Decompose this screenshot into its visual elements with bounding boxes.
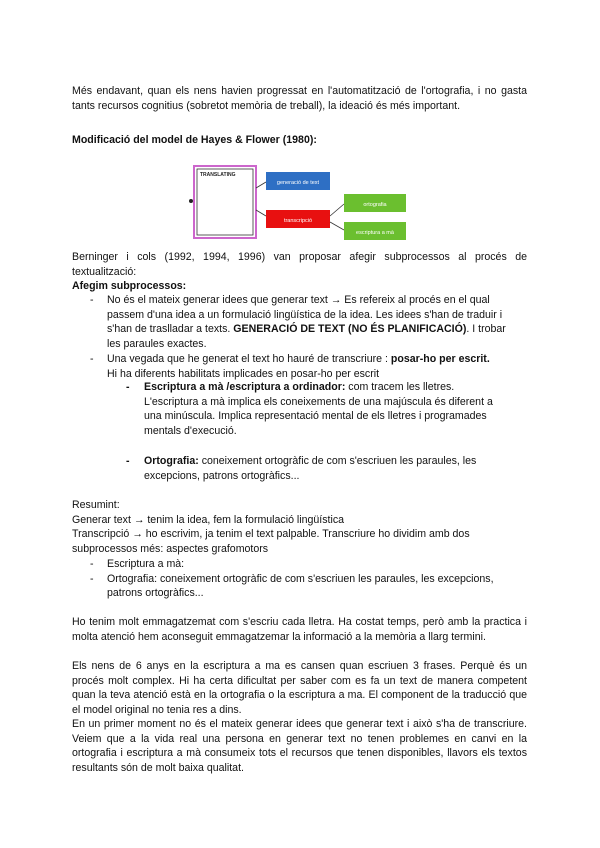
translating-label: TRANSLATING [200, 172, 236, 178]
sub1-title: Escriptura a mà /escriptura a ordinador: [144, 381, 346, 393]
bullet2-line2: Hi ha diferents habilitats implicades en posar-ho per escrit [107, 367, 380, 380]
model-heading: Modificació del model de Hayes & Flower (1980): [72, 134, 317, 146]
generacio-emphasis: GENERACIÓ DE TEXT (NO ÉS PLANIFICACIÓ) [233, 323, 467, 336]
sub1-line2: L'escriptura a mà implica els coneixements de una majúscula és diferent a [144, 395, 493, 408]
resumint-line3: subprocessos més: aspectes grafomotors [72, 542, 269, 555]
berninger-paragraph: Berninger i cols (1992, 1994, 1996) van proposar afegir subprocessos al procés de textualització: [72, 251, 527, 278]
bullet-dash: - [90, 558, 94, 570]
bullet1-line1: No és el mateix generar idees que generar text → Es refereix al procés en el qual [107, 294, 490, 306]
intro-paragraph: Més endavant, quan els nens havien progressat en l'automatització de l'ortografia, i no gasta tants recursos cognitius (sobretot memòria de treball), la ideació és més important. [72, 85, 527, 112]
bullet-dash: - [90, 572, 94, 585]
sub1-line3: una minúscula. Implica representació mental de els lletres i programades [144, 410, 487, 423]
paragraph-3: En un primer moment no és el mateix generar idees que generar text i això s'ha de transcriure. Veiem que a la vida real una persona en generar text no tenen problemes en canvi en la ortografia i escriptura a mà consumeix tots el recursos que tenen disponibles, llavors els textos resultants són de molt baixa qualitat. [72, 718, 527, 774]
bullet2-emphasis: posar-ho per escrit. [390, 353, 490, 365]
sub1-line1 [144, 380, 527, 395]
generacio-label: generació de text [276, 180, 320, 186]
arrow-to-generacio [256, 182, 266, 188]
paragraph-1: Ho tenim molt emmagatzemat com s'escriu cada lletra. Ha costat temps, però amb la practica i molta atenció hem aconseguit emmagatzemar la informació a la memòria a llarg termini. [72, 616, 527, 643]
resumint-item2b: patrons ortogràfics... [107, 587, 204, 600]
resumint-line1: Generar text → tenim la idea, fem la formulació lingüística [72, 513, 345, 526]
arrow-to-ortografia [330, 204, 344, 216]
sub2-line1 [144, 454, 527, 469]
bullet2-line1 [107, 352, 527, 367]
sub-dash: - [126, 381, 130, 393]
sub2-line1-rest: coneixement ortogràfic de com s'escriuen les paraules, les [198, 455, 477, 467]
bullet1-line4: les paraules exactes. [107, 337, 207, 350]
resumint-item1: Escriptura a mà: [107, 558, 185, 570]
resumint-line2: Transcripció → ho escrivim, ja tenim el text palpable. Transcriure ho dividim amb dos [72, 528, 470, 541]
sub2-title: Ortografia: [144, 455, 199, 467]
subprocessos-heading: Afegim subprocessos: [72, 280, 187, 292]
bullet1-line3 [107, 322, 527, 337]
resumint-item2a: Ortografia: coneixement ortogràfic de com s'escriuen les paraules, les excepcions, [107, 572, 494, 585]
translating-diagram [186, 160, 416, 242]
translating-box-inner [197, 169, 253, 235]
bullet-dash: - [90, 353, 94, 365]
escriptura-label: escriptura a mà [356, 230, 394, 236]
transcripcio-label: transcripció [283, 218, 313, 224]
arrow-to-escriptura [330, 222, 344, 230]
bullet1-line2: passem d'una idea a un formulació lingüística de la idea. Les idees s'han de traduir i [107, 308, 503, 321]
sub-dash: - [126, 455, 130, 467]
bullet2-line1a: Una vegada que he generat el text ho hauré de transcriure : [107, 353, 391, 365]
ortografia-label: ortografia [363, 202, 387, 208]
arrow-to-transcripcio [256, 210, 266, 216]
sub1-line1-rest: com tracem les lletres. [345, 381, 455, 393]
resumint-title: Resumint: [72, 499, 120, 511]
bullet1-line3c: . I trobar [466, 323, 506, 336]
sub1-line4: mentals d'execució. [144, 424, 237, 437]
paragraph-2: Els nens de 6 anys en la escriptura a ma es cansen quan escriuen 3 frases. Perquè és un procés molt complex. Hi ha certa dificultat per saber com es fa un text de manera competent quan la teva atenció està en la ortografia o la escriptura a ma. El component de la traducció que el model original no tenia res a dins. [72, 660, 527, 716]
translating-dot [189, 199, 193, 203]
bullet1-line3a: s'han de traslladar a texts. [107, 323, 234, 336]
bullet-dash: - [90, 294, 94, 306]
sub2-line2: excepcions, patrons ortogràfics... [144, 469, 300, 482]
